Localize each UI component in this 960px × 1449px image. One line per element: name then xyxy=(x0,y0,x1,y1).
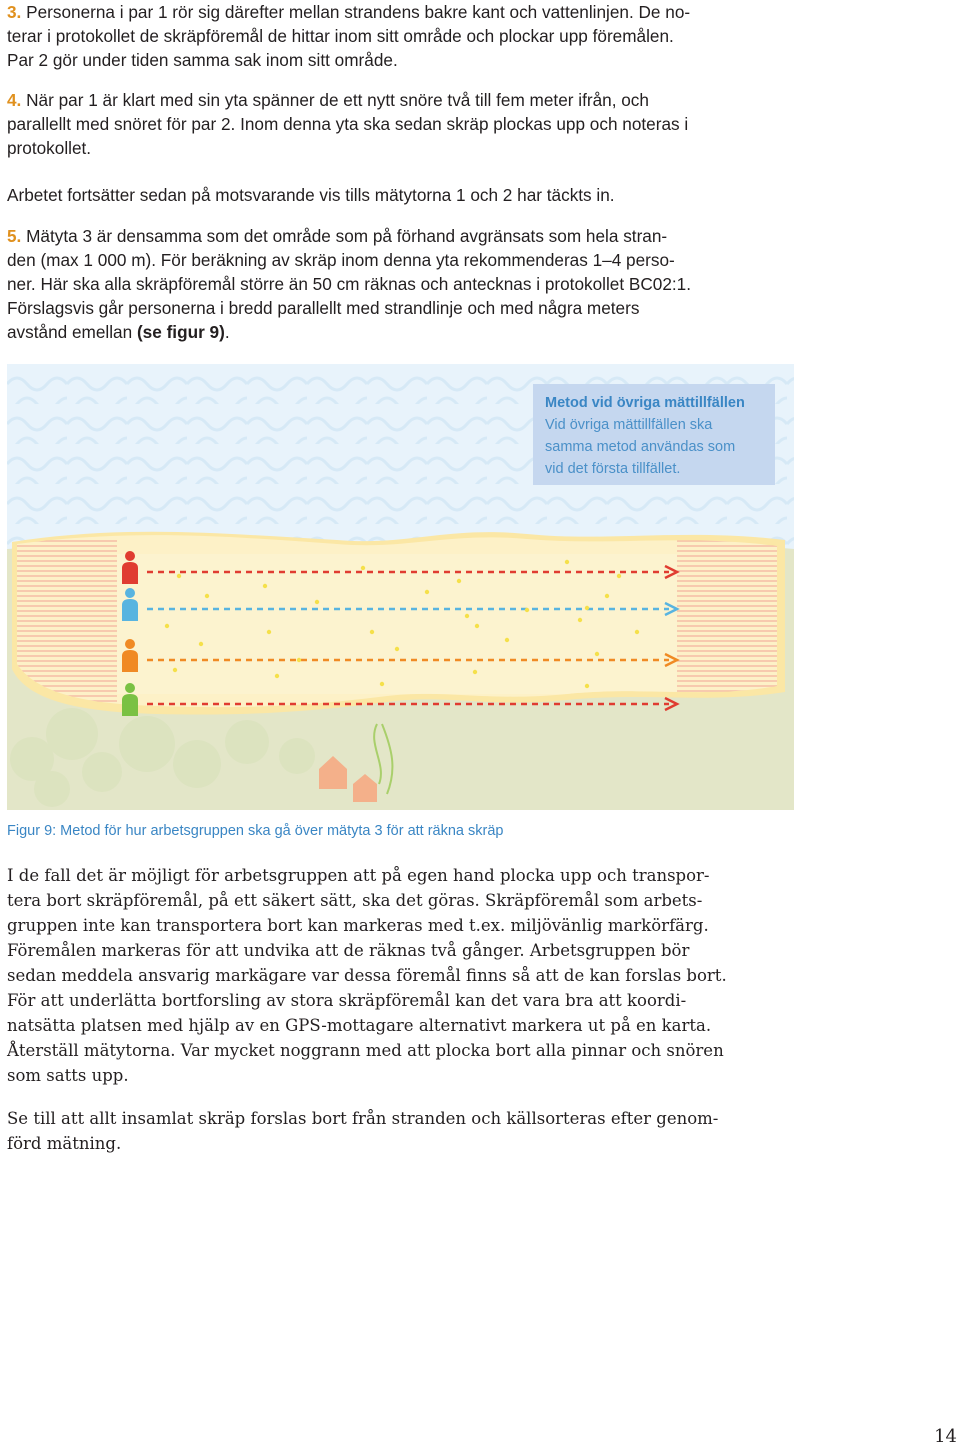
body-line: Se till att allt insamlat skräp forslas bort från stranden och källsorteras efter genom- xyxy=(7,1109,719,1128)
step-5-line-3: ner. Här ska alla skräpföremål större än 50 cm räknas och antecknas i protokollet BC02:1. xyxy=(7,274,692,294)
litter-dot xyxy=(173,668,177,672)
step-3-number: 3. xyxy=(7,2,22,22)
litter-dot xyxy=(165,624,169,628)
body-line: För att underlätta bortforsling av stora skräpföremål kan det vara bra att koordi- xyxy=(7,991,687,1010)
litter-dot xyxy=(315,600,319,604)
info-box-line-3: vid det första tillfället. xyxy=(545,461,681,477)
litter-dot xyxy=(585,606,589,610)
step-5-line-5: avstånd emellan xyxy=(7,322,137,342)
litter-dot xyxy=(473,670,477,674)
litter-dot xyxy=(395,647,399,651)
step-3 xyxy=(7,0,797,72)
litter-dot xyxy=(617,574,621,578)
measurement-area xyxy=(117,554,677,694)
body-line: I de fall det är möjligt för arbetsgruppen att på egen hand plocka upp och transpor- xyxy=(7,866,710,885)
litter-dot xyxy=(565,560,569,564)
litter-dot xyxy=(578,618,582,622)
litter-dot xyxy=(361,566,365,570)
step-3-line-3: Par 2 gör under tiden samma sak inom sitt område. xyxy=(7,50,398,70)
step-5 xyxy=(7,224,797,344)
litter-dot xyxy=(263,584,267,588)
continue-paragraph xyxy=(7,183,797,207)
litter-dot xyxy=(297,658,301,662)
step-4 xyxy=(7,88,797,160)
body-line: tera bort skräpföremål, på ett säkert sätt, ska det göras. Skräpföremål som arbets- xyxy=(7,891,703,910)
step-4-line-1: När par 1 är klart med sin yta spänner de ett nytt snöre två till fem meter ifrån, och xyxy=(21,90,649,110)
litter-dot xyxy=(370,630,374,634)
step-4-line-2: parallellt med snöret för par 2. Inom denna yta ska sedan skräp plockas upp och noteras i xyxy=(7,114,689,134)
continue-text: Arbetet fortsätter sedan på motsvarande vis tills mätytorna 1 och 2 har täckts in. xyxy=(7,185,615,205)
page-number: 14 xyxy=(934,1426,957,1447)
litter-dot xyxy=(425,590,429,594)
info-box-line-2: samma metod användas som xyxy=(545,439,736,455)
step-5-number: 5. xyxy=(7,226,22,246)
litter-dot xyxy=(465,614,469,618)
step-5-line-1: Mätyta 3 är densamma som det område som på förhand avgränsats som hela stran- xyxy=(21,226,668,246)
body-line: natsätta platsen med hjälp av en GPS-mottagare alternativt markera ut på en karta. xyxy=(7,1016,712,1035)
step-5-line-2: den (max 1 000 m). För beräkning av skräp inom denna yta rekommenderas 1–4 perso- xyxy=(7,250,675,270)
step-3-line-2: terar i protokollet de skräpföremål de hittar inom sitt område och plockar upp föremålen. xyxy=(7,26,674,46)
info-box-title: Metod vid övriga mättillfällen xyxy=(545,395,745,411)
figure-caption: Figur 9: Metod för hur arbetsgruppen ska gå över mätyta 3 för att räkna skräp xyxy=(7,823,504,839)
info-box-line-1: Vid övriga mättillfällen ska xyxy=(545,417,713,433)
body-paragraph-2 xyxy=(7,1106,807,1156)
step-5-line-4: Förslagsvis går personerna i bredd parallellt med strandlinje och med några meters xyxy=(7,298,640,318)
figure-reference: (se figur 9) xyxy=(136,322,225,342)
litter-dot xyxy=(205,594,209,598)
step-4-line-3: protokollet. xyxy=(7,138,92,158)
body-line: förd mätning. xyxy=(7,1134,122,1153)
litter-dot xyxy=(380,682,384,686)
body-line: Återställ mätytorna. Var mycket noggrann med att plocka bort alla pinnar och snören xyxy=(7,1041,724,1060)
step-5-period: . xyxy=(224,322,230,342)
litter-dot xyxy=(177,574,181,578)
body-line: Föremålen markeras för att undvika att de räknas två gånger. Arbetsgruppen bör xyxy=(7,941,690,960)
body-paragraph-1 xyxy=(7,863,807,1088)
litter-dot xyxy=(267,630,271,634)
litter-dot xyxy=(585,684,589,688)
body-line: gruppen inte kan transportera bort kan markeras med t.ex. miljövänlig markörfärg. xyxy=(7,916,709,935)
info-box xyxy=(533,384,775,485)
body-line: sedan meddela ansvarig markägare var dessa föremål finns så att de kan forslas bort. xyxy=(7,966,727,985)
stripe-zone-right xyxy=(677,534,787,704)
litter-dot xyxy=(595,652,599,656)
litter-dot xyxy=(475,624,479,628)
litter-dot xyxy=(505,638,509,642)
litter-dot xyxy=(525,608,529,612)
litter-dot xyxy=(605,594,609,598)
litter-dot xyxy=(635,630,639,634)
litter-dot xyxy=(275,674,279,678)
step-3-line-1: Personerna i par 1 rör sig därefter mellan strandens bakre kant och vattenlinjen. De no- xyxy=(21,2,691,22)
body-line: som satts upp. xyxy=(7,1066,129,1085)
litter-dot xyxy=(457,579,461,583)
litter-dot xyxy=(199,642,203,646)
step-4-number: 4. xyxy=(7,90,22,110)
